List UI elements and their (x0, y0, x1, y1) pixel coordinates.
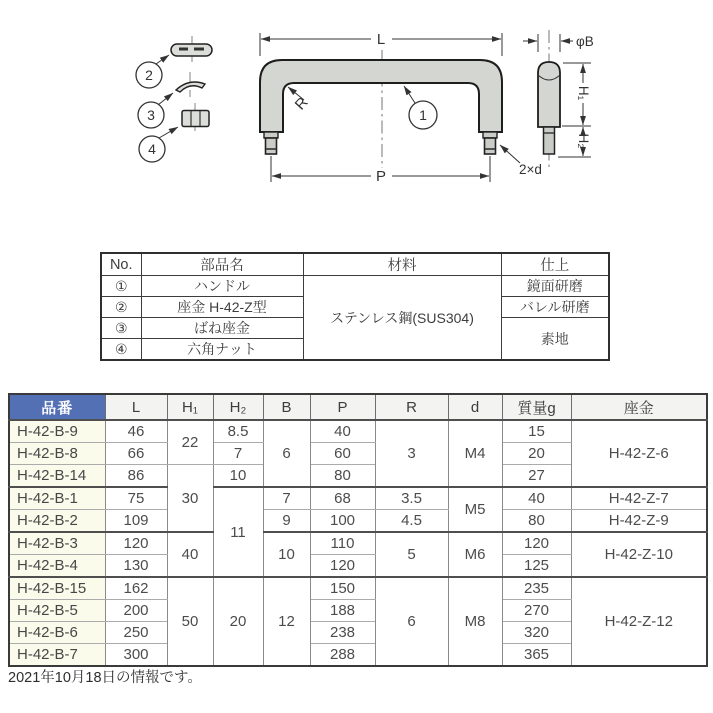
cell-H2: 20 (213, 577, 263, 666)
cell-part: H-42-B-8 (9, 443, 105, 465)
cell-L: 300 (105, 644, 167, 667)
cell-H2: 11 (213, 487, 263, 577)
cell-zagane: H-42-Z-9 (571, 510, 707, 533)
cell-d: M8 (448, 577, 502, 666)
handle-side-view (538, 30, 560, 167)
cell-L: 200 (105, 600, 167, 622)
cell-P: 150 (310, 577, 375, 600)
cell-L: 130 (105, 555, 167, 578)
parts-row-1 (101, 276, 609, 297)
dim-label-R: R (291, 93, 312, 114)
cell-L: 162 (105, 577, 167, 600)
cell-part: H-42-B-4 (9, 555, 105, 578)
dim-label-L: L (376, 31, 386, 48)
part-no: ② (101, 297, 141, 318)
cell-mass: 20 (502, 443, 571, 465)
cell-H1: 30 (167, 465, 213, 533)
cell-mass: 125 (502, 555, 571, 578)
part-name: 六角ナット (141, 339, 303, 361)
cell-R: 6 (375, 577, 448, 666)
spec-row (9, 577, 707, 600)
spec-table (8, 393, 708, 667)
cell-R: 3.5 (375, 487, 448, 510)
part-no: ③ (101, 318, 141, 339)
cell-L: 46 (105, 420, 167, 443)
dim-label-phiB: φB (576, 34, 594, 49)
spec-header-H1: H₁ (167, 394, 213, 420)
cell-H1: 50 (167, 577, 213, 666)
cell-zagane: H-42-Z-10 (571, 532, 707, 577)
spec-table-section (8, 393, 708, 667)
cell-L: 86 (105, 465, 167, 488)
handle-front-view (260, 50, 502, 168)
info-date-note: 2021年10月18日の情報です。 (8, 670, 202, 686)
cell-P: 80 (310, 465, 375, 488)
cell-L: 109 (105, 510, 167, 533)
part-name: ばね座金 (141, 318, 303, 339)
cell-B: 6 (263, 420, 310, 487)
balloon-3-number: 3 (147, 107, 155, 123)
cell-part: H-42-B-7 (9, 644, 105, 667)
cell-H1: 40 (167, 532, 213, 577)
cell-H2: 8.5 (213, 420, 263, 443)
cell-mass: 235 (502, 577, 571, 600)
parts-header-no: No. (101, 253, 141, 276)
cell-R: 5 (375, 532, 448, 577)
part-name: ハンドル (141, 276, 303, 297)
dim-label-2xd: 2×d (519, 162, 542, 177)
spec-header-R: R (375, 394, 448, 420)
spec-row (9, 532, 707, 555)
cell-mass: 27 (502, 465, 571, 488)
cell-B: 9 (263, 510, 310, 533)
cell-mass: 365 (502, 644, 571, 667)
hex-nut-icon (182, 103, 209, 133)
cell-B: 7 (263, 487, 310, 510)
cell-H2: 7 (213, 443, 263, 465)
spec-row (9, 487, 707, 510)
cell-H1: 22 (167, 420, 213, 465)
balloon-4-number: 4 (148, 141, 156, 157)
part-finish: 鏡面研磨 (501, 276, 609, 297)
cell-H2: 10 (213, 465, 263, 488)
parts-table-section (100, 252, 610, 361)
cell-part: H-42-B-5 (9, 600, 105, 622)
spec-header-d: d (448, 394, 502, 420)
cell-zagane: H-42-Z-12 (571, 577, 707, 666)
cell-L: 250 (105, 622, 167, 644)
dimension-P (271, 156, 490, 185)
dim-label-H2: H₂ (576, 133, 591, 149)
dim-label-H1: H₁ (576, 85, 591, 101)
cell-d: M6 (448, 532, 502, 577)
spec-row (9, 420, 707, 443)
cell-P: 40 (310, 420, 375, 443)
cell-part: H-42-B-1 (9, 487, 105, 510)
cell-P: 100 (310, 510, 375, 533)
cell-P: 120 (310, 555, 375, 578)
cell-mass: 120 (502, 532, 571, 555)
balloon-1-number: 1 (419, 107, 427, 123)
cell-B: 12 (263, 577, 310, 666)
cell-P: 68 (310, 487, 375, 510)
part-finish: バレル研磨 (501, 297, 609, 318)
cell-d: M5 (448, 487, 502, 532)
cell-part: H-42-B-6 (9, 622, 105, 644)
washer-icon (171, 36, 212, 62)
cell-L: 66 (105, 443, 167, 465)
cell-R: 3 (375, 420, 448, 487)
dimension-phiB (523, 34, 594, 52)
dimension-R (288, 87, 312, 113)
cell-R: 4.5 (375, 510, 448, 533)
cell-part: H-42-B-2 (9, 510, 105, 533)
parts-table (100, 252, 610, 361)
cell-part: H-42-B-15 (9, 577, 105, 600)
spec-header-L: L (105, 394, 167, 420)
spec-header-mass: 質量g (502, 394, 571, 420)
cell-L: 120 (105, 532, 167, 555)
cell-zagane: H-42-Z-6 (571, 420, 707, 487)
part-no: ④ (101, 339, 141, 361)
dimension-L (260, 31, 502, 56)
cell-mass: 80 (502, 510, 571, 533)
cell-zagane: H-42-Z-7 (571, 487, 707, 510)
dim-label-P: P (375, 168, 387, 185)
cell-mass: 15 (502, 420, 571, 443)
parts-header-finish: 仕上 (501, 253, 609, 276)
cell-P: 238 (310, 622, 375, 644)
spec-header-H2: H₂ (213, 394, 263, 420)
cell-P: 188 (310, 600, 375, 622)
dimension-2xd (500, 145, 542, 177)
balloon-2 (136, 55, 169, 88)
cell-P: 110 (310, 532, 375, 555)
parts-header-name: 部品名 (141, 253, 303, 276)
part-name: 座金 H-42-Z型 (141, 297, 303, 318)
cell-P: 60 (310, 443, 375, 465)
cell-mass: 40 (502, 487, 571, 510)
balloon-1 (404, 86, 437, 129)
cell-mass: 320 (502, 622, 571, 644)
spec-header-P: P (310, 394, 375, 420)
balloon-3 (138, 93, 173, 128)
parts-header-material: 材料 (303, 253, 501, 276)
cell-part: H-42-B-9 (9, 420, 105, 443)
right-stud (483, 132, 497, 154)
dimension-H2 (558, 127, 591, 157)
left-stud (264, 132, 278, 154)
spring-washer-icon (176, 72, 205, 97)
balloon-4 (139, 127, 178, 162)
part-no: ① (101, 276, 141, 297)
spec-header-row (9, 394, 707, 420)
spec-row (9, 510, 707, 533)
spec-header-part: 品番 (9, 394, 105, 420)
part-material: ステンレス鋼(SUS304) (303, 276, 501, 361)
dimension-H1 (562, 63, 591, 126)
cell-P: 288 (310, 644, 375, 667)
cell-B: 10 (263, 532, 310, 577)
cell-mass: 270 (502, 600, 571, 622)
cell-part: H-42-B-14 (9, 465, 105, 488)
spec-header-B: B (263, 394, 310, 420)
part-finish: 素地 (501, 318, 609, 361)
spec-header-zagane: 座金 (571, 394, 707, 420)
cell-L: 75 (105, 487, 167, 510)
balloon-2-number: 2 (145, 67, 153, 83)
cell-part: H-42-B-3 (9, 532, 105, 555)
cell-d: M4 (448, 420, 502, 487)
